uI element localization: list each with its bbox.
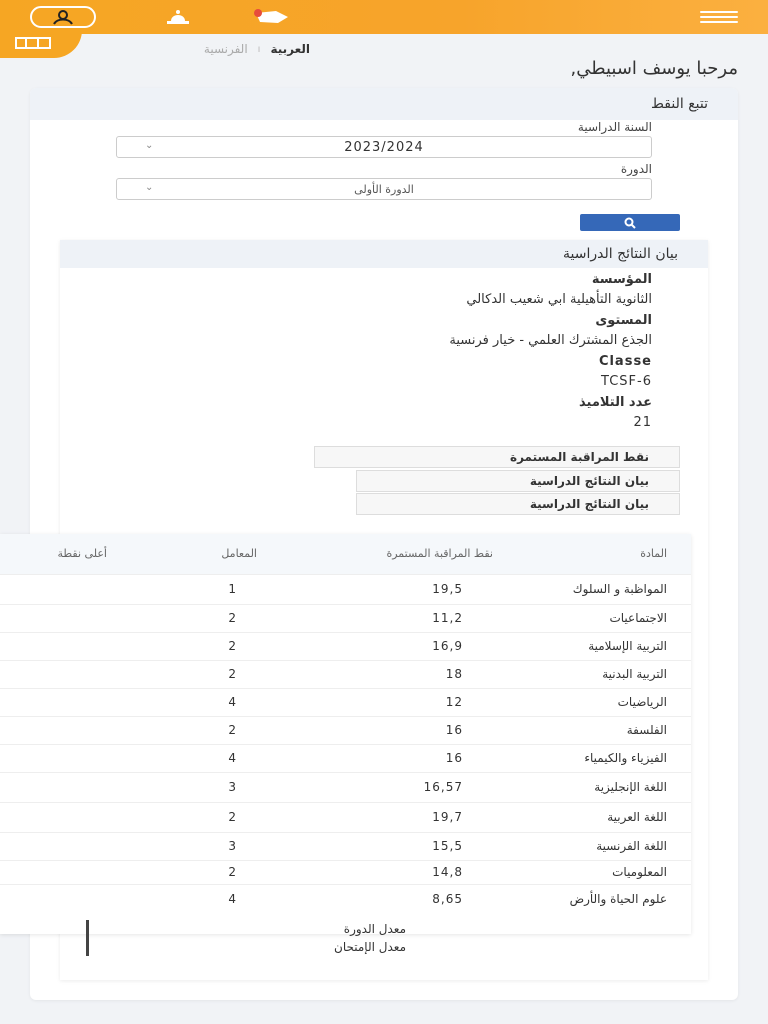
grade-cell: 14,8 xyxy=(337,860,523,884)
subject-cell: المعلوميات xyxy=(523,860,691,884)
table-row xyxy=(0,832,691,860)
language-switch xyxy=(100,42,310,56)
session-average-label: معدل الدورة xyxy=(86,920,436,938)
students-label: عدد التلاميذ xyxy=(579,395,652,410)
header-grade: نقط المراقبة المستمرة xyxy=(386,547,493,561)
subject-cell: علوم الحياة والأرض xyxy=(523,884,691,914)
header-subject: المادة xyxy=(640,547,667,561)
table-row xyxy=(0,860,691,884)
institution-value: الثانوية التأهيلية ابي شعيب الدكالي xyxy=(466,292,652,307)
subject-cell: اللغة الإنجليزية xyxy=(523,772,691,802)
coef-cell: 2 xyxy=(187,802,337,832)
app-logo-icon xyxy=(14,36,52,50)
max-cell xyxy=(0,884,187,914)
coef-cell: 1 xyxy=(187,574,337,604)
grade-cell: 16 xyxy=(337,716,523,744)
header-coef: المعامل xyxy=(221,547,257,561)
max-cell xyxy=(0,744,187,772)
lang-french[interactable]: الفرنسية xyxy=(203,42,248,56)
grade-cell: 16,57 xyxy=(337,772,523,802)
panel-title: تتبع النقط xyxy=(30,88,738,120)
message-icon[interactable] xyxy=(248,7,298,27)
lang-arabic[interactable]: العربية xyxy=(270,42,310,56)
level-label: المستوى xyxy=(595,313,652,328)
table-row xyxy=(0,604,691,632)
subject-cell: الرياضيات xyxy=(523,688,691,716)
grade-cell: 19,5 xyxy=(337,574,523,604)
tab-results-1[interactable]: بيان النتائج الدراسية xyxy=(356,470,680,492)
coef-cell: 3 xyxy=(187,832,337,860)
session-select[interactable] xyxy=(116,178,652,200)
level-value: الجذع المشترك العلمي - خيار فرنسية xyxy=(449,333,652,348)
grade-cell: 19,7 xyxy=(337,802,523,832)
grade-cell: 11,2 xyxy=(337,604,523,632)
coef-cell: 2 xyxy=(187,660,337,688)
hamburger-line xyxy=(700,16,738,18)
year-select[interactable] xyxy=(116,136,652,158)
welcome-message: مرحبا يوسف اسبيطي, xyxy=(570,58,738,79)
coef-cell: 2 xyxy=(187,860,337,884)
max-cell xyxy=(0,632,187,660)
coef-cell: 2 xyxy=(187,632,337,660)
header-max: أعلى نقطة xyxy=(57,547,107,561)
coef-cell: 3 xyxy=(187,772,337,802)
session-value: الدورة الأولى xyxy=(354,182,414,196)
hamburger-line xyxy=(700,21,738,23)
table-row xyxy=(0,632,691,660)
tab-results-2[interactable]: بيان النتائج الدراسية xyxy=(356,493,680,515)
max-cell xyxy=(0,716,187,744)
table-row xyxy=(0,772,691,802)
institution-label: المؤسسة xyxy=(591,272,652,287)
coef-cell: 2 xyxy=(187,604,337,632)
max-cell xyxy=(0,688,187,716)
table-row xyxy=(0,716,691,744)
tab-continuous-assessment[interactable]: نقط المراقبة المستمرة xyxy=(314,446,680,468)
table-header-row xyxy=(0,534,691,574)
subject-cell: الفيزياء والكيمياء xyxy=(523,744,691,772)
subject-cell: اللغة العربية xyxy=(523,802,691,832)
grades-panel xyxy=(30,88,738,1000)
table-row xyxy=(0,660,691,688)
subject-cell: اللغة الفرنسية xyxy=(523,832,691,860)
session-label: الدورة xyxy=(620,162,652,176)
max-cell xyxy=(0,860,187,884)
max-cell xyxy=(0,772,187,802)
table-row xyxy=(0,574,691,604)
subject-cell: الفلسفة xyxy=(523,716,691,744)
subject-cell: المواظبة و السلوك xyxy=(523,574,691,604)
coef-cell: 4 xyxy=(187,744,337,772)
coef-cell: 4 xyxy=(187,688,337,716)
grade-cell: 18 xyxy=(337,660,523,688)
results-title: بيان النتائج الدراسية xyxy=(60,240,708,268)
chevron-down-icon: ⌄ xyxy=(145,182,155,193)
class-label: Classe xyxy=(598,354,652,369)
year-label: السنة الدراسية xyxy=(577,120,652,134)
subject-cell: التربية البدنية xyxy=(523,660,691,688)
max-cell xyxy=(0,660,187,688)
class-value: TCSF-6 xyxy=(601,374,652,389)
coef-cell: 4 xyxy=(187,884,337,914)
chevron-down-icon: ⌄ xyxy=(145,140,155,151)
max-cell xyxy=(0,802,187,832)
grade-cell: 16 xyxy=(337,744,523,772)
lang-separator: ı xyxy=(257,43,261,55)
hamburger-icon xyxy=(700,11,738,13)
grades-table xyxy=(0,534,691,914)
max-cell xyxy=(0,604,187,632)
table-row xyxy=(0,744,691,772)
search-icon xyxy=(623,217,637,229)
table-row xyxy=(0,688,691,716)
grades-table-wrapper xyxy=(0,534,691,934)
table-row xyxy=(0,884,691,914)
max-cell xyxy=(0,574,187,604)
grade-cell: 16,9 xyxy=(337,632,523,660)
table-row xyxy=(0,802,691,832)
menu-button[interactable] xyxy=(700,8,738,26)
max-cell xyxy=(0,832,187,860)
coef-cell: 2 xyxy=(187,716,337,744)
exam-average-label: معدل الإمتحان xyxy=(86,938,436,956)
user-button[interactable] xyxy=(30,6,96,28)
user-icon xyxy=(49,9,77,25)
subject-cell: الاجتماعيات xyxy=(523,604,691,632)
grade-cell: 15,5 xyxy=(337,832,523,860)
year-value: 2023/2024 xyxy=(344,139,424,155)
subject-cell: التربية الإسلامية xyxy=(523,632,691,660)
search-button[interactable] xyxy=(580,214,680,231)
grade-cell: 12 xyxy=(337,688,523,716)
bell-icon[interactable] xyxy=(155,7,201,27)
top-header xyxy=(0,0,768,34)
grade-cell: 8,65 xyxy=(337,884,523,914)
students-value: 21 xyxy=(633,415,652,430)
